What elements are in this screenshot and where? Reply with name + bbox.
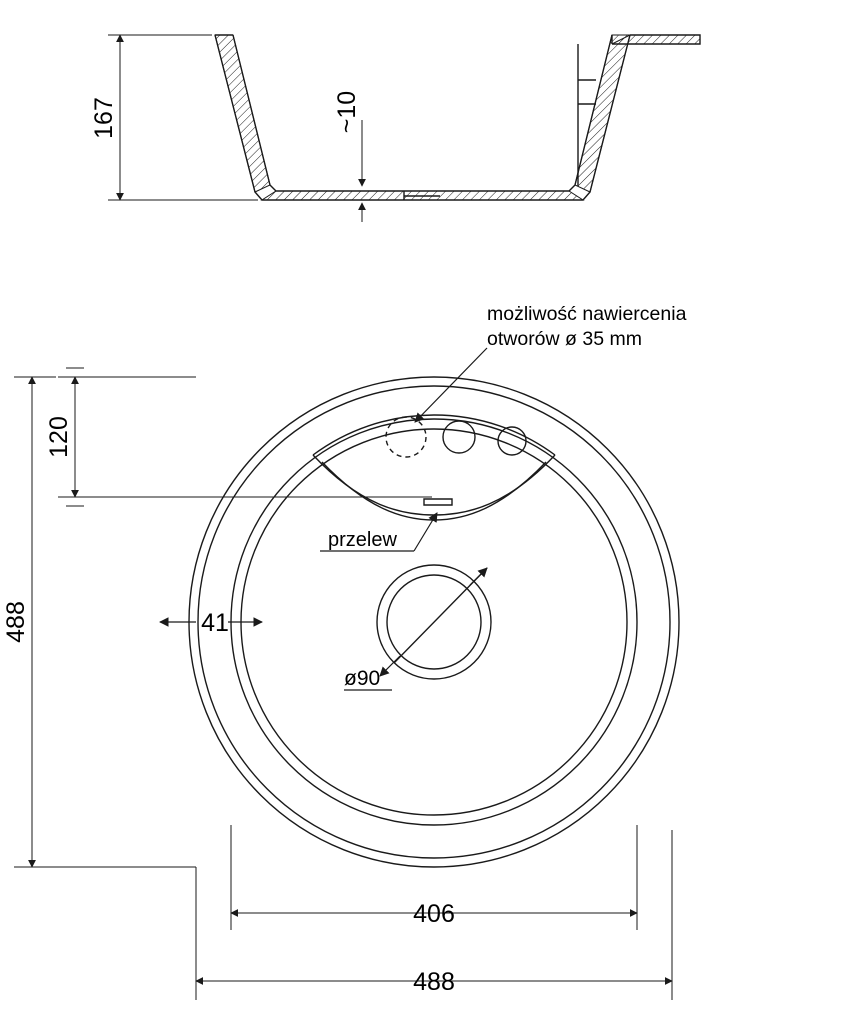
dimension-d90-label: ø90 [344, 667, 381, 690]
drill-note-line-2: otworów ø 35 mm [487, 328, 642, 350]
overflow-slot [424, 499, 452, 505]
tap-hole-1 [443, 421, 475, 453]
dimension-488-horizontal-label: 488 [413, 968, 455, 996]
dimension-406-label: 406 [413, 900, 455, 928]
tap-deck-arc-inner [313, 455, 555, 515]
dimension-167-label: 167 [90, 97, 118, 139]
drain-arrow-top [470, 568, 487, 585]
top-view [189, 377, 679, 867]
dimension-10-label: ~10 [333, 90, 361, 134]
dimension-120-label: 120 [45, 416, 73, 458]
drill-note-leader [415, 348, 487, 422]
section-inner-profile [233, 35, 612, 191]
dimension-120 [58, 368, 432, 506]
section-hatch-left [215, 35, 270, 192]
section-outer-profile [215, 35, 630, 200]
dimension-488-vertical-label: 488 [2, 601, 30, 643]
dimension-41-label: 41 [201, 609, 229, 637]
section-view [215, 35, 700, 200]
drill-note-line-1: możliwość nawiercenia [487, 303, 687, 325]
overflow-label: przelew [328, 529, 397, 551]
annotation-drill-note [415, 348, 487, 422]
section-hatch-right [575, 35, 630, 192]
